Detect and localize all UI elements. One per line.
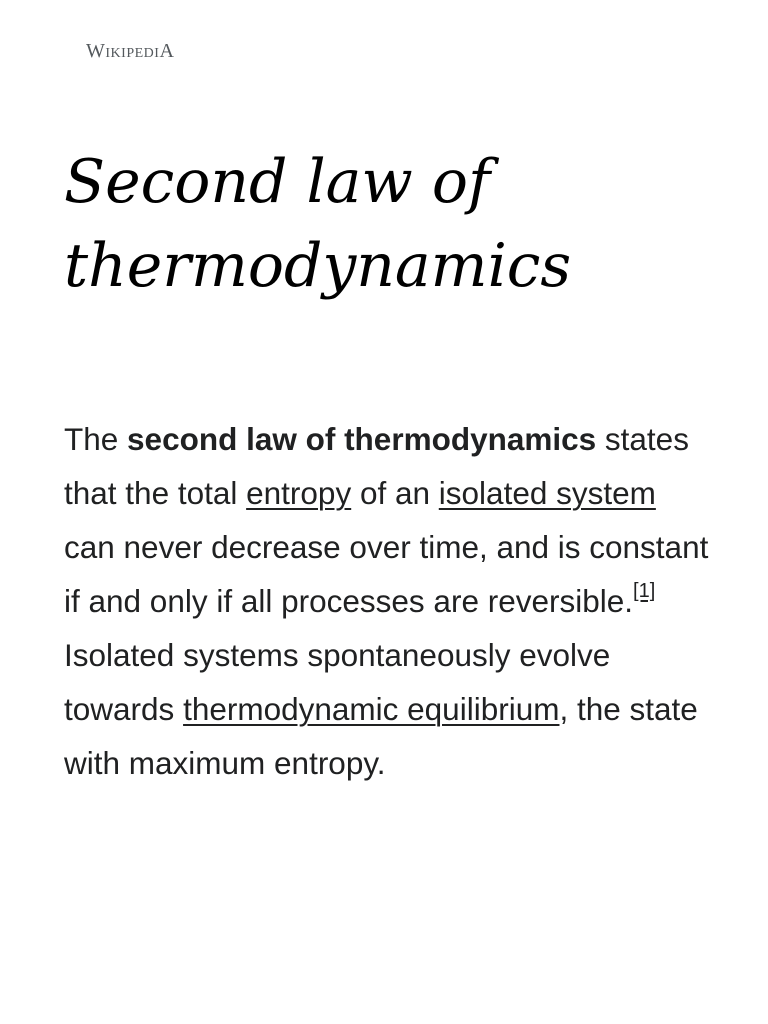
lead-text: of an (351, 475, 439, 511)
lead-text: states that the total (64, 421, 689, 511)
page-title (64, 140, 724, 308)
lead-text: The (64, 421, 128, 457)
lead-text: , the state with maximum entropy. (64, 691, 698, 781)
page-title-line-1: Second law of (64, 147, 491, 217)
citation-superscript (633, 580, 655, 602)
page-title-line-2: thermodynamics (64, 231, 572, 301)
wordmark-initial: W (86, 40, 106, 62)
link-thermodynamic-equilibrium[interactable]: thermodynamic equilibrium (183, 691, 560, 727)
lead-text: Isolated systems spontaneously evolve towards (64, 637, 611, 727)
lead-paragraph (64, 412, 714, 790)
link-isolated-system[interactable]: isolated system (438, 475, 656, 511)
wordmark-middle: ikipedi (105, 40, 160, 62)
link-entropy[interactable]: entropy (246, 475, 352, 511)
wordmark-final: A (159, 40, 175, 62)
lead-bold-term: second law of thermodynamics (127, 421, 597, 457)
citation-link-1[interactable]: [1] (633, 579, 656, 602)
lead-text: can never decrease over time, and is constant if and only if all processes are reversible. (64, 529, 709, 619)
wikipedia-wordmark[interactable] (86, 38, 174, 64)
